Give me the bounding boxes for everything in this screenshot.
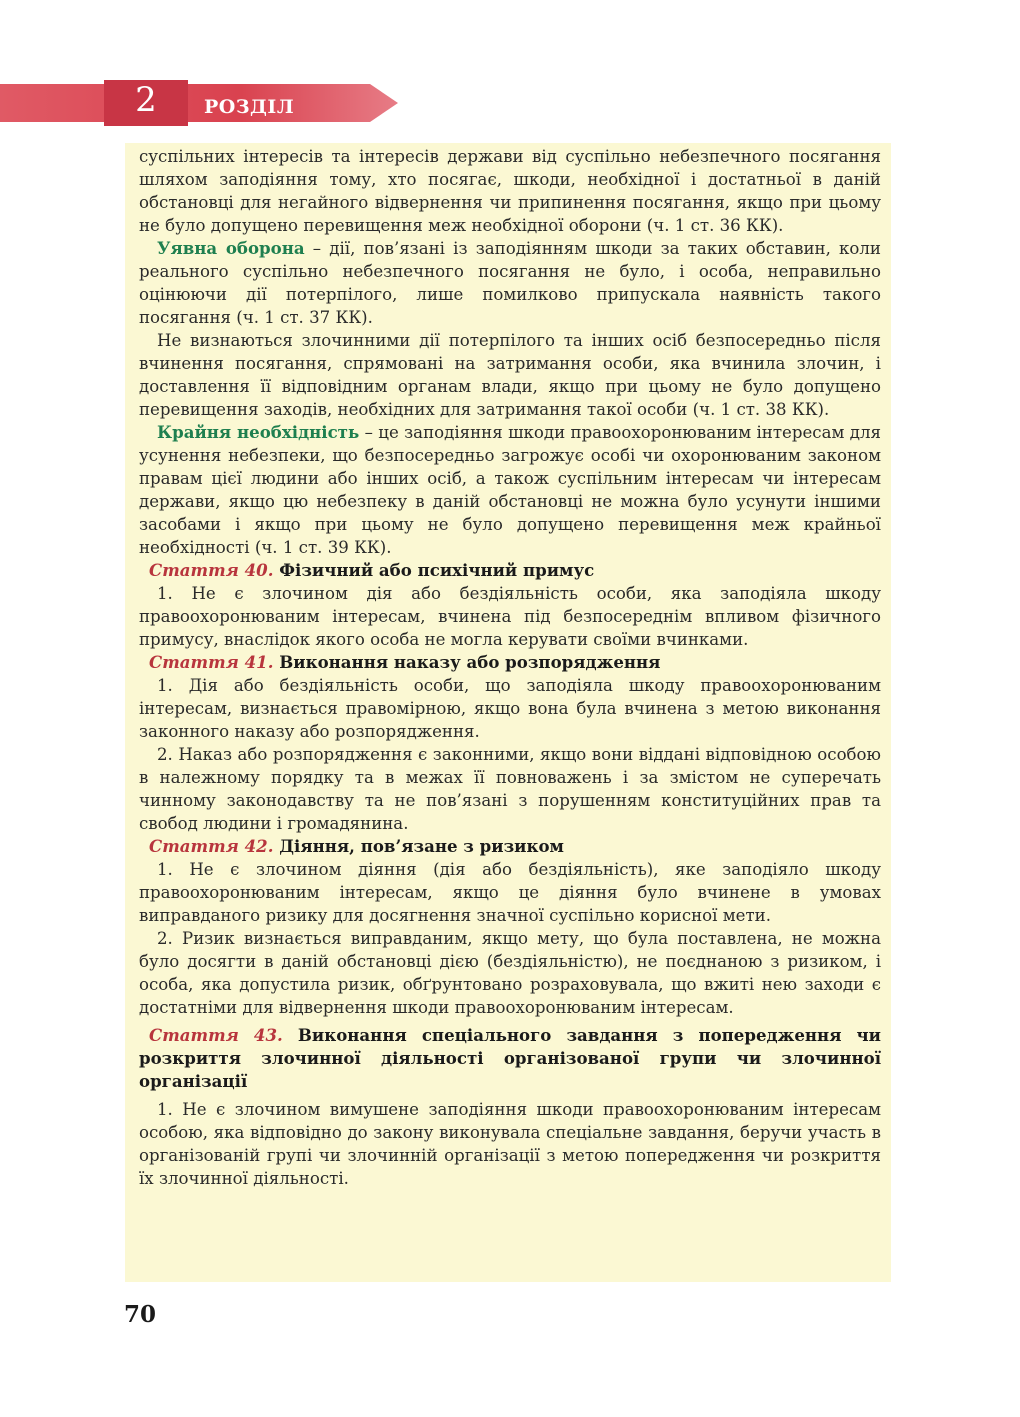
chapter-header-band bbox=[0, 80, 400, 126]
article-42-heading bbox=[139, 835, 881, 858]
chapter-label: РОЗДІЛ bbox=[204, 96, 295, 118]
article-title: Виконання спеціального завдання з попередження чи розкриття злочинної діяльності організованої групи чи злочинної організації bbox=[139, 1025, 881, 1091]
article-title: Виконання наказу або розпорядження bbox=[273, 652, 661, 672]
article-43-heading bbox=[139, 1024, 881, 1093]
paragraph-imaginary-defense bbox=[139, 237, 881, 329]
article-41-paragraph-2: 2. Наказ або розпорядження є законними, якщо вони віддані відповідною особою в належному порядку та в межах її повноважень і за змістом не суперечать чинному законодавству та не пов’язані з порушенням конституційних прав та свобод людини і громадянина. bbox=[139, 745, 881, 833]
article-label: Стаття 41. bbox=[149, 652, 274, 672]
term-extreme-necessity: Крайня необхідність bbox=[157, 422, 360, 442]
article-label: Стаття 42. bbox=[149, 836, 274, 856]
article-40-paragraph-1: 1. Не є злочином дія або бездіяльність особи, яка заподіяла шкоду правоохоронюваним інтересам, вчинена під безпосереднім впливом фізичного примусу, внаслідок якого особа не могла керувати своїми вчинками. bbox=[139, 584, 881, 649]
article-title: Фізичний або психічний примус bbox=[273, 560, 595, 580]
paragraph-text: – це заподіяння шкоди правоохоронюваним інтересам для усунення небезпеки, що безпосередньо загрожує особі чи охоронюваним законом правам цієї людини або інших осіб, а також суспільним інтересам чи інтересам держави, якщо цю небезпеку в даній обстановці не можна було усунути іншими засобами і якщо при цьому не було допущено перевищення меж крайньої необхідності (ч. 1 ст. 39 КК). bbox=[139, 423, 881, 557]
article-label: Стаття 43. bbox=[149, 1025, 283, 1045]
page-content bbox=[139, 145, 881, 1190]
article-40-heading bbox=[139, 559, 881, 582]
paragraph-detention: Не визнаються злочинними дії потерпілого та інших осіб безпосередньо після вчинення посягання, спрямовані на затримання особи, яка вчинила злочин, і доставлення її відповідним органам влади, якщо при цьому не було допущено перевищення заходів, необхідних для затримання такої особи (ч. 1 ст. 38 КК). bbox=[139, 331, 881, 419]
article-41-paragraph-1: 1. Дія або бездіяльність особи, що заподіяла шкоду правоохоронюваним інтересам, визнається правомірною, якщо вона була вчинена з метою виконання законного наказу або розпорядження. bbox=[139, 676, 881, 741]
article-title: Діяння, пов’язане з ризиком bbox=[273, 836, 564, 856]
paragraph-extreme-necessity bbox=[139, 421, 881, 559]
article-label: Стаття 40. bbox=[149, 560, 274, 580]
chapter-number: 2 bbox=[135, 80, 157, 120]
article-42-paragraph-1: 1. Не є злочином діяння (дія або бездіяльність), яке заподіяло шкоду правоохоронюваним інтересам, якщо це діяння було вчинене в умовах виправданого ризику для досягнення значної суспільно корисної мети. bbox=[139, 860, 881, 925]
article-42-paragraph-2: 2. Ризик визнається виправданим, якщо мету, що була поставлена, не можна було досягти в даній обстановці дією (бездіяльністю), не поєднаною з ризиком, і особа, яка допустила ризик, обґрунтовано розраховувала, що вжиті нею заходи є достатніми для відвернення шкоди правоохоронюваним інтересам. bbox=[139, 929, 881, 1017]
term-imaginary-defense: Уявна оборона bbox=[157, 238, 305, 258]
article-41-heading bbox=[139, 651, 881, 674]
page-number: 70 bbox=[124, 1301, 157, 1328]
paragraph-text: – дії, пов’язані із заподіянням шкоди за таких обставин, коли реального суспільно небезпечного посягання не було, і особа, неправильно оцінюючи дії потерпілого, лише помилково припускала наявність такого посягання (ч. 1 ст. 37 КК). bbox=[139, 239, 881, 327]
paragraph-defense-end: суспільних інтересів та інтересів держави від суспільно небезпечного посягання шляхом заподіяння тому, хто посягає, шкоди, необхідної і достатньої в даній обстановці для негайного відвернення чи припинення посягання, якщо при цьому не було допущено перевищення меж необхідної оборони (ч. 1 ст. 36 КК). bbox=[139, 147, 881, 235]
article-43-paragraph-1: 1. Не є злочином вимушене заподіяння шкоди правоохоронюваним інтересам особою, яка відповідно до закону виконувала спеціальне завдання, беручи участь в організованій групі чи злочинній організації з метою попередження чи розкриття їх злочинної діяльності. bbox=[139, 1100, 881, 1188]
